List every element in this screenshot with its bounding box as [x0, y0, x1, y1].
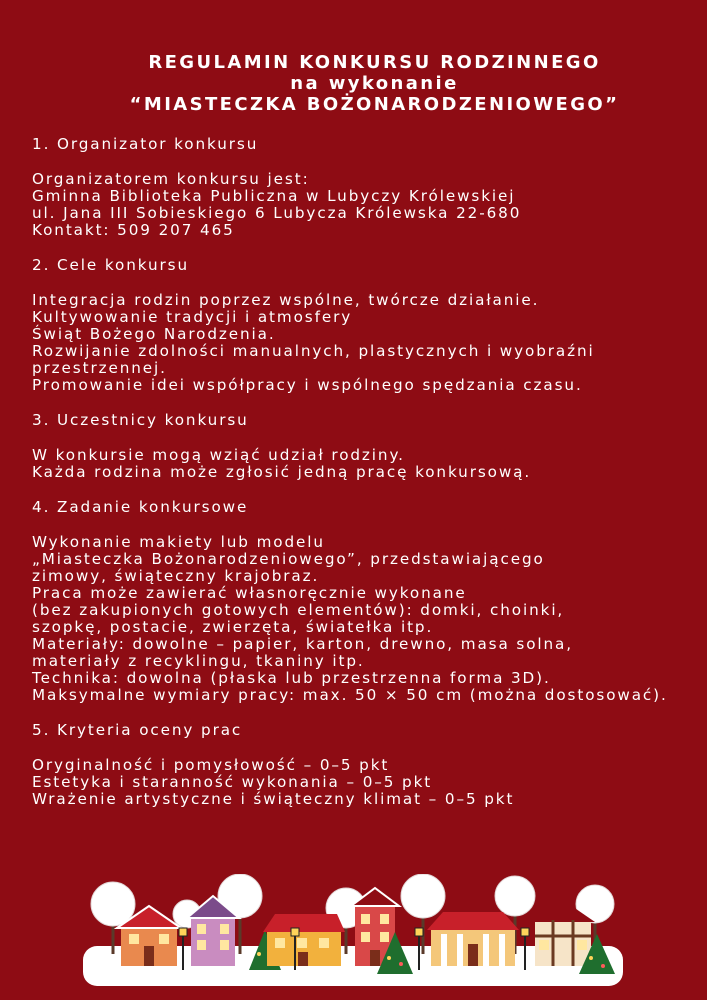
- organizer-address: ul. Jana III Sobieskiego 6 Lubycza Królewska 22-680: [32, 204, 522, 222]
- title-line-2: na wykonanie: [290, 73, 459, 94]
- title-line-1: REGULAMIN KONKURSU RODZINNEGO: [148, 52, 601, 73]
- page-title: [0, 52, 707, 115]
- goals-line: Promowanie idei współpracy i wspólnego spędzania czasu.: [32, 376, 583, 394]
- goals-line: Rozwijanie zdolności manualnych, plastycznych i wyobraźni przestrzennej.: [32, 342, 595, 377]
- section-body-task: [32, 534, 692, 704]
- section-body-criteria: [32, 757, 692, 808]
- section-heading-task: 4. Zadanie konkursowe: [32, 498, 249, 516]
- section-body-organizer: [32, 171, 692, 239]
- criteria-line: Wrażenie artystyczne i świąteczny klimat – 0–5 pkt: [32, 790, 515, 808]
- task-line: Maksymalne wymiary pracy: max. 50 × 50 cm (można dostosować).: [32, 686, 668, 704]
- goals-line: Kultywowanie tradycji i atmosfery: [32, 308, 353, 326]
- section-body-participants: [32, 447, 692, 481]
- christmas-town-illustration: [83, 874, 623, 986]
- goals-line: Świąt Bożego Narodzenia.: [32, 325, 276, 343]
- participants-line: W konkursie mogą wziąć udział rodziny.: [32, 446, 405, 464]
- title-line-3: “MIASTECZKA BOŻONARODZENIOWEGO”: [129, 94, 620, 115]
- task-line: Materiały: dowolne – papier, karton, drewno, masa solna,: [32, 635, 573, 653]
- organizer-line: Gminna Biblioteka Publiczna w Lubyczy Królewskiej: [32, 187, 516, 205]
- criteria-line: Oryginalność i pomysłowość – 0–5 pkt: [32, 756, 390, 774]
- section-heading-participants: 3. Uczestnicy konkursu: [32, 411, 249, 429]
- goals-line: Integracja rodzin poprzez wspólne, twórcze działanie.: [32, 291, 540, 309]
- task-line: materiały z recyklingu, tkaniny itp.: [32, 652, 365, 670]
- regulations-content: [32, 136, 692, 826]
- task-line: Wykonanie makiety lub modelu: [32, 533, 325, 551]
- task-line: zimowy, świąteczny krajobraz.: [32, 567, 320, 585]
- task-line: Praca może zawierać własnoręcznie wykonane: [32, 584, 467, 602]
- house-columns: [427, 912, 519, 966]
- organizer-line: Organizatorem konkursu jest:: [32, 170, 310, 188]
- task-line: (bez zakupionych gotowych elementów): domki, choinki,: [32, 601, 565, 619]
- section-heading-criteria: 5. Kryteria oceny prac: [32, 721, 243, 739]
- section-body-goals: [32, 292, 692, 394]
- task-line: „Miasteczka Bożonarodzeniowego”, przedstawiającego: [32, 550, 545, 568]
- section-heading-goals: 2. Cele konkursu: [32, 256, 189, 274]
- section-heading-organizer: 1. Organizator konkursu: [32, 135, 259, 153]
- organizer-contact: Kontakt: 509 207 465: [32, 221, 235, 239]
- participants-line: Każda rodzina może zgłosić jedną pracę konkursową.: [32, 463, 532, 481]
- task-line: Technika: dowolna (płaska lub przestrzenna forma 3D).: [32, 669, 551, 687]
- criteria-line: Estetyka i staranność wykonania – 0–5 pkt: [32, 773, 433, 791]
- house-yellow: [263, 914, 345, 966]
- task-line: szopkę, postacie, zwierzęta, światełka itp.: [32, 618, 434, 636]
